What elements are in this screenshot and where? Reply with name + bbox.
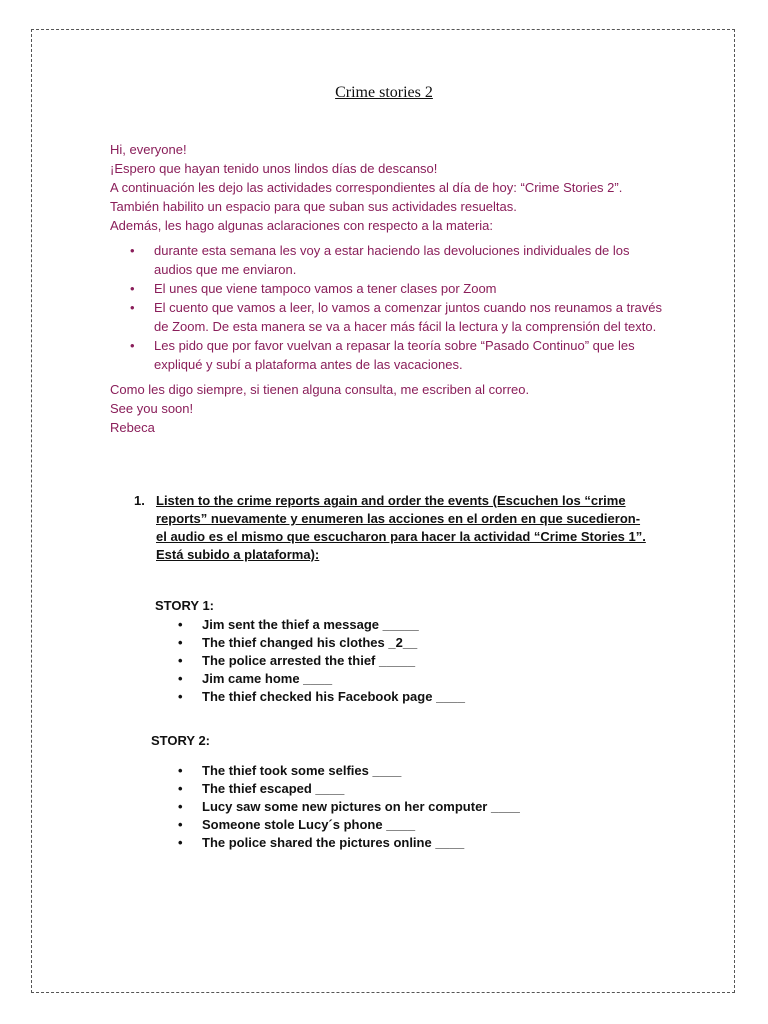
story-item: • The thief escaped ____ xyxy=(202,780,520,798)
story-item: • The police arrested the thief _____ xyxy=(202,652,465,670)
exercise-instruction: Listen to the crime reports again and order the events (Escuchen los “crime reports” nuevamente y enumeren las acciones en el orden en que sucedieron- el audio es el mismo que escucharon para hacer la actividad “Crime Stories 1”. Está subido a plataforma): xyxy=(156,493,646,562)
message-bullet: • Les pido que por favor vuelvan a repasar la teoría sobre “Pasado Continuo” que les expliqué y subí a plataforma antes de las vacaciones. xyxy=(154,336,670,374)
message-line: Hi, everyone! xyxy=(110,142,187,157)
message-line: See you soon! xyxy=(110,401,194,416)
story-item: • The thief took some selfies ____ xyxy=(202,762,520,780)
story-2-title: STORY 2: xyxy=(151,733,211,748)
message-bullet: • El unes que viene tampoco vamos a tener clases por Zoom xyxy=(154,279,670,298)
story-2-list xyxy=(202,762,520,852)
document-title: Crime stories 2 xyxy=(335,84,433,101)
story-item: • Lucy saw some new pictures on her computer ____ xyxy=(202,798,520,816)
message-line: Además, les hago algunas aclaraciones con respecto a la materia: xyxy=(110,218,493,233)
message-bullet-list xyxy=(110,241,670,374)
message-line: A continuación les dejo las actividades correspondientes al día de hoy: “Crime Stories 2”. xyxy=(110,180,623,195)
story-item: • The thief checked his Facebook page ____ xyxy=(202,688,465,706)
story-item: • Someone stole Lucy´s phone ____ xyxy=(202,816,520,834)
story-item: • Jim sent the thief a message _____ xyxy=(202,616,465,634)
exercise-number: 1. xyxy=(134,493,145,508)
teacher-message xyxy=(110,140,670,437)
message-bullet: • durante esta semana les voy a estar haciendo las devoluciones individuales de los audios que me enviaron. xyxy=(154,241,670,279)
message-line: Como les digo siempre, si tienen alguna consulta, me escriben al correo. xyxy=(110,382,530,397)
message-bullet: • El cuento que vamos a leer, lo vamos a comenzar juntos cuando nos reunamos a través de Zoom. De esta manera se va a hacer más fácil la lectura y la comprensión del texto. xyxy=(154,298,670,336)
story-item: • Jim came home ____ xyxy=(202,670,465,688)
message-line: También habilito un espacio para que suban sus actividades resueltas. xyxy=(110,199,517,214)
message-line: ¡Espero que hayan tenido unos lindos días de descanso! xyxy=(110,161,438,176)
story-item: • The police shared the pictures online ____ xyxy=(202,834,520,852)
message-signature: Rebeca xyxy=(110,420,155,435)
story-1-title: STORY 1: xyxy=(155,598,215,613)
story-item: • The thief changed his clothes _2__ xyxy=(202,634,465,652)
story-1-list xyxy=(202,616,465,706)
